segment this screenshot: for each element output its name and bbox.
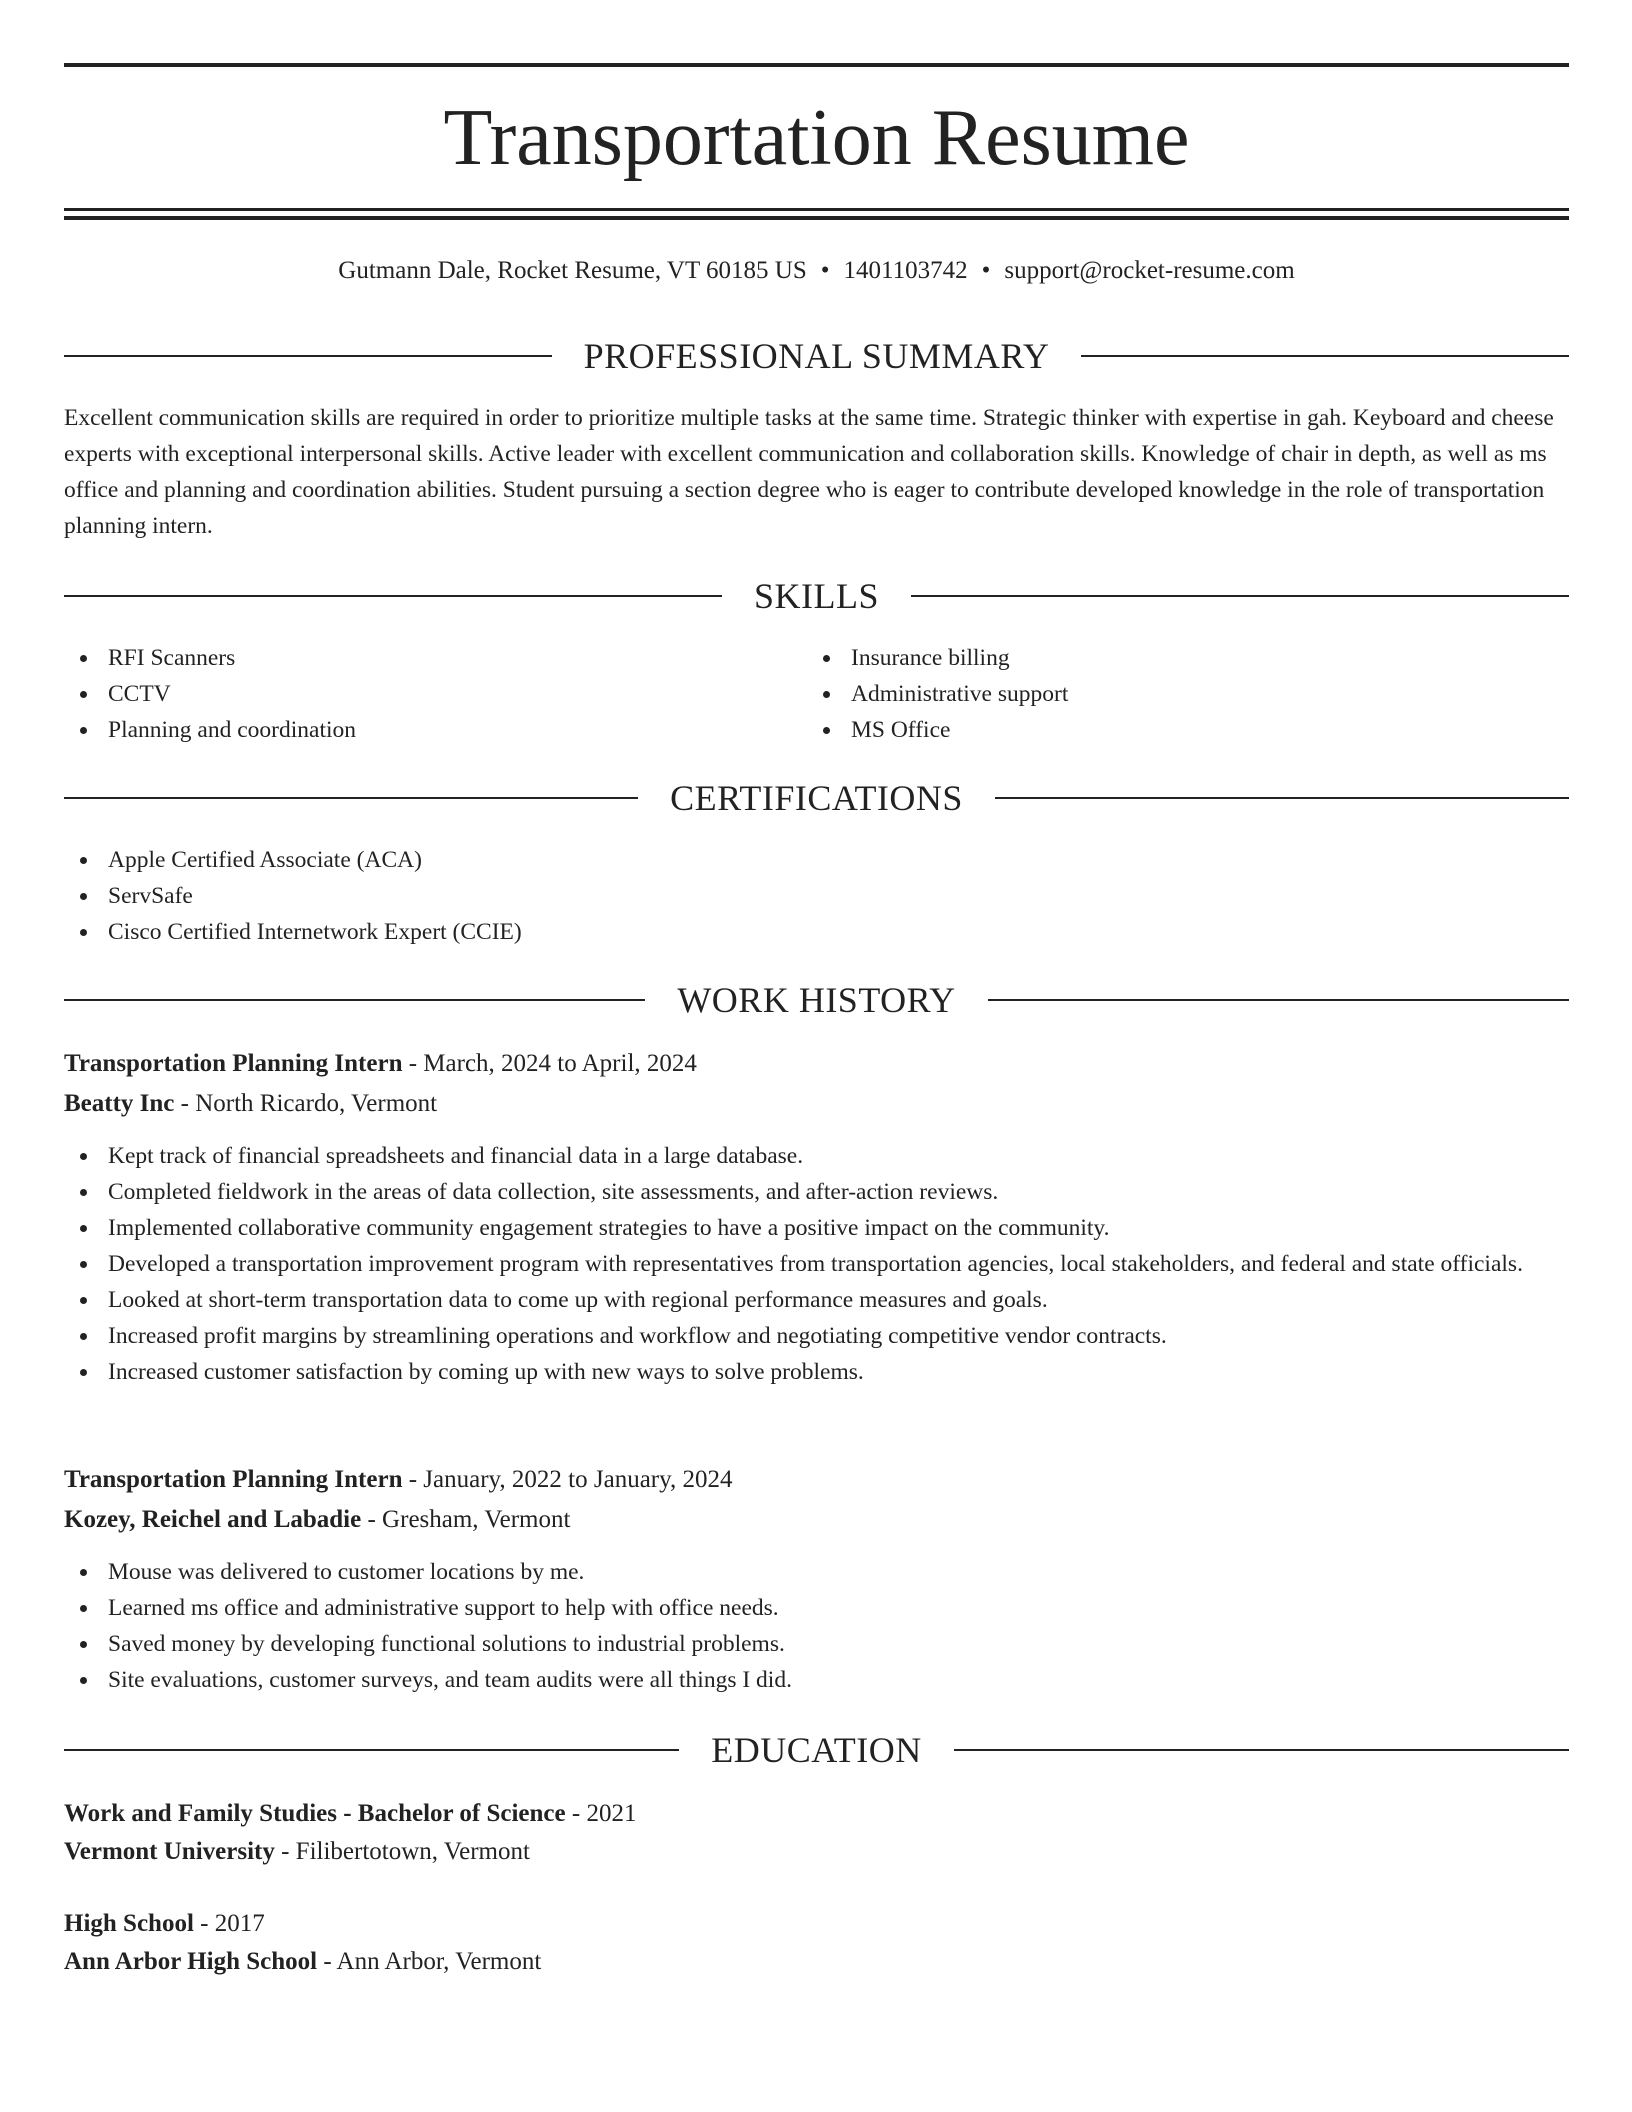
education-degree: Work and Family Studies - Bachelor of Science [64, 1800, 566, 1827]
summary-text: Excellent communication skills are required in order to prioritize multiple tasks at the same time. Strategic thinker with expertise in gah. Keyboard and cheese experts with exceptional interpersonal skills. Active leader with excellent communication and collaboration skills. Knowledge of chair in depth, as well as ms office and planning and coordination abilities. Student pursuing a section degree who is eager to contribute developed knowledge in the role of transportation planning intern. [64, 405, 1554, 539]
job-title: Transportation Planning Intern [64, 1466, 403, 1493]
contact-line [64, 254, 1569, 288]
job-company: Kozey, Reichel and Labadie [64, 1506, 362, 1533]
heading-rule [64, 999, 645, 1001]
section-heading-education [64, 1728, 1569, 1772]
job-title-line [64, 1462, 733, 1498]
skill-item: Insurance billing [807, 640, 1507, 676]
job-location: - Gresham, Vermont [361, 1506, 571, 1533]
skill-item: RFI Scanners [64, 640, 764, 676]
heading-rule [911, 595, 1569, 597]
section-title: PROFESSIONAL SUMMARY [583, 336, 1050, 376]
section-title: WORK HISTORY [677, 980, 956, 1020]
job-company-line [64, 1502, 570, 1538]
job-duty-item: Increased profit margins by streamlining operations and workflow and negotiating competitive vendor contracts. [64, 1318, 1569, 1354]
education-school-line [64, 1834, 530, 1870]
job-location: - North Ricardo, Vermont [174, 1090, 438, 1117]
heading-rule [64, 595, 722, 597]
education-year: - 2017 [193, 1910, 265, 1937]
certifications-list [64, 842, 1569, 950]
section-heading-summary [64, 334, 1569, 378]
section-title: EDUCATION [711, 1730, 922, 1770]
heading-rule [1081, 355, 1569, 357]
contact-separator: • [981, 257, 991, 284]
resume-title: Transportation Resume [443, 94, 1190, 182]
job-duty-item: Kept track of financial spreadsheets and financial data in a large database. [64, 1138, 1569, 1174]
education-degree-line [64, 1906, 265, 1942]
job-title-line [64, 1046, 697, 1082]
job-duties-list [64, 1138, 1569, 1390]
heading-rule [64, 797, 638, 799]
skills-list-right [807, 640, 1507, 748]
education-degree: High School [64, 1910, 194, 1937]
education-location: - Filibertotown, Vermont [274, 1838, 530, 1865]
section-heading-certifications [64, 776, 1569, 820]
top-rule [64, 63, 1569, 67]
job-company-line [64, 1086, 437, 1122]
job-duty-item: Saved money by developing functional solutions to industrial problems. [64, 1626, 1569, 1662]
education-location: - Ann Arbor, Vermont [317, 1948, 542, 1975]
job-duty-item: Developed a transportation improvement program with representatives from transportation agencies, local stakeholders, and federal and state officials. [64, 1246, 1569, 1282]
heading-rule [64, 355, 552, 357]
section-heading-skills [64, 574, 1569, 618]
heading-rule [954, 1749, 1569, 1751]
skill-item: CCTV [64, 676, 764, 712]
job-title: Transportation Planning Intern [64, 1050, 403, 1077]
job-duty-item: Mouse was delivered to customer locations by me. [64, 1554, 1569, 1590]
skills-list-left [64, 640, 764, 748]
education-school: Ann Arbor High School [64, 1948, 318, 1975]
education-school: Vermont University [64, 1838, 275, 1865]
certification-item: Apple Certified Associate (ACA) [64, 842, 1569, 878]
job-duty-item: Increased customer satisfaction by coming up with new ways to solve problems. [64, 1354, 1569, 1390]
job-company: Beatty Inc [64, 1090, 175, 1117]
title-rule-upper [64, 208, 1569, 211]
job-duty-item: Site evaluations, customer surveys, and team audits were all things I did. [64, 1662, 1569, 1698]
certification-item: Cisco Certified Internetwork Expert (CCIE) [64, 914, 1569, 950]
contact-phone: 1401103742 [843, 257, 968, 284]
contact-email: support@rocket-resume.com [1004, 257, 1295, 284]
title-rule-lower [64, 216, 1569, 220]
education-year: - 2021 [565, 1800, 637, 1827]
section-heading-work-history [64, 978, 1569, 1022]
job-dates: - January, 2022 to January, 2024 [402, 1466, 733, 1493]
heading-rule [995, 797, 1569, 799]
heading-rule [64, 1749, 679, 1751]
job-duty-item: Learned ms office and administrative support to help with office needs. [64, 1590, 1569, 1626]
skill-item: MS Office [807, 712, 1507, 748]
section-title: SKILLS [754, 576, 880, 616]
job-dates: - March, 2024 to April, 2024 [402, 1050, 697, 1077]
contact-address: Gutmann Dale, Rocket Resume, VT 60185 US [338, 257, 807, 284]
contact-separator: • [820, 257, 830, 284]
job-duties-list [64, 1554, 1569, 1698]
section-title: CERTIFICATIONS [670, 778, 963, 818]
skill-item: Administrative support [807, 676, 1507, 712]
heading-rule [988, 999, 1569, 1001]
education-degree-line [64, 1796, 636, 1832]
job-duty-item: Looked at short-term transportation data to come up with regional performance measures and goals. [64, 1282, 1569, 1318]
education-school-line [64, 1944, 541, 1980]
skill-item: Planning and coordination [64, 712, 764, 748]
certification-item: ServSafe [64, 878, 1569, 914]
job-duty-item: Implemented collaborative community engagement strategies to have a positive impact on the community. [64, 1210, 1569, 1246]
job-duty-item: Completed fieldwork in the areas of data collection, site assessments, and after-action reviews. [64, 1174, 1569, 1210]
